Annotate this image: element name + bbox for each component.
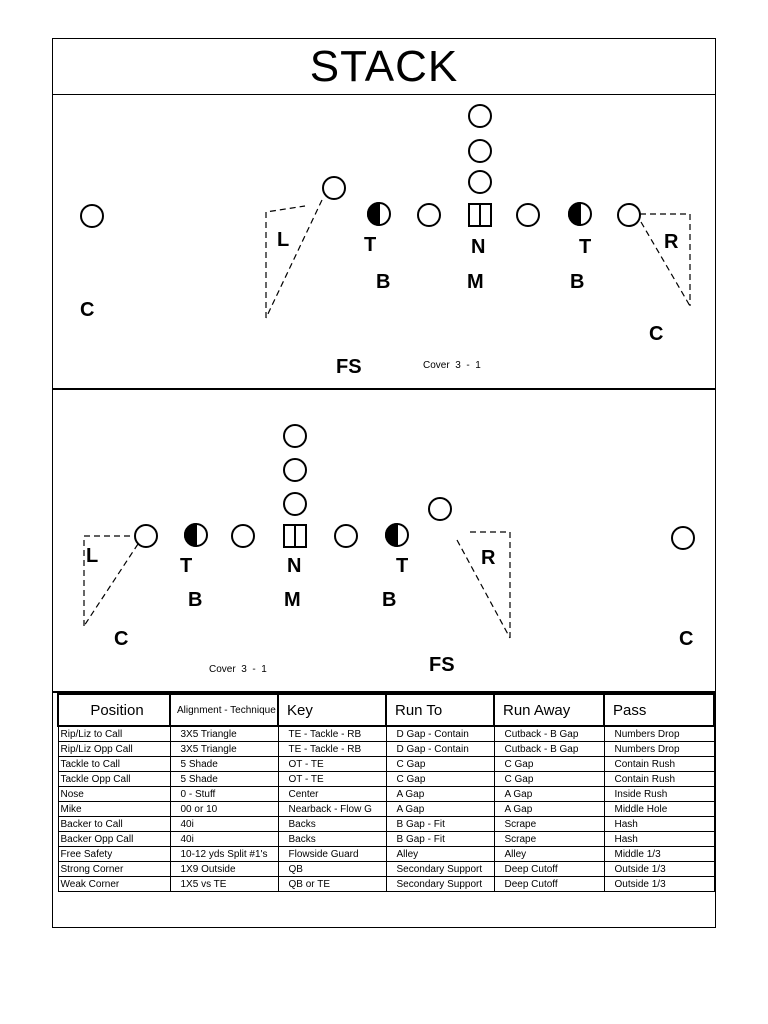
table-cell: Strong Corner xyxy=(58,862,170,877)
offense-player-icon xyxy=(672,527,694,549)
table-cell: B Gap - Fit xyxy=(386,832,494,847)
table-cell: 0 - Stuff xyxy=(170,787,278,802)
table-cell: 3X5 Triangle xyxy=(170,742,278,757)
offense-player-icon xyxy=(517,204,539,226)
table-cell: 1X9 Outside xyxy=(170,862,278,877)
table-cell: Contain Rush xyxy=(604,757,714,772)
table-cell: Alley xyxy=(494,847,604,862)
rip-liz-label: R xyxy=(481,547,496,569)
table-cell: TE - Tackle - RB xyxy=(278,726,386,742)
free-safety-label: FS xyxy=(336,356,362,378)
table-row xyxy=(58,832,714,847)
column-header: Position xyxy=(58,694,170,726)
backer-label: B xyxy=(188,589,203,611)
table-cell: 10-12 yds Split #1's xyxy=(170,847,278,862)
offense-player-icon xyxy=(618,204,640,226)
column-header: Alignment - Technique xyxy=(170,694,278,726)
column-header: Key xyxy=(278,694,386,726)
assignment-table-body xyxy=(58,694,714,892)
offense-player-icon xyxy=(429,498,451,520)
column-header: Run Away xyxy=(494,694,604,726)
offense-player-icon xyxy=(284,425,306,447)
table-cell: Weak Corner xyxy=(58,877,170,892)
tackle-label: T xyxy=(364,234,377,256)
table-cell: 3X5 Triangle xyxy=(170,726,278,742)
table-row xyxy=(58,787,714,802)
corner-label: C xyxy=(80,299,95,321)
table-row xyxy=(58,862,714,877)
table-cell: Deep Cutoff xyxy=(494,862,604,877)
table-cell: Contain Rush xyxy=(604,772,714,787)
backer-label: B xyxy=(570,271,585,293)
backer-label: B xyxy=(376,271,391,293)
table-row xyxy=(58,802,714,817)
table-cell: A Gap xyxy=(494,787,604,802)
table-cell: Numbers Drop xyxy=(604,726,714,742)
table-cell: Backs xyxy=(278,817,386,832)
table-cell: C Gap xyxy=(494,757,604,772)
table-cell: Outside 1/3 xyxy=(604,877,714,892)
table-cell: Backs xyxy=(278,832,386,847)
offense-player-icon xyxy=(469,105,491,127)
offense-player-icon xyxy=(469,171,491,193)
table-cell: Cutback - B Gap xyxy=(494,726,604,742)
corner-label: C xyxy=(649,323,664,345)
offense-player-icon xyxy=(135,525,157,547)
table-cell: Secondary Support xyxy=(386,862,494,877)
table-cell: Alley xyxy=(386,847,494,862)
column-header: Run To xyxy=(386,694,494,726)
offense-player-icon xyxy=(284,459,306,481)
table-row xyxy=(58,772,714,787)
table-cell: C Gap xyxy=(494,772,604,787)
table-cell: D Gap - Contain xyxy=(386,742,494,757)
table-cell: Cutback - B Gap xyxy=(494,742,604,757)
table-cell: 00 or 10 xyxy=(170,802,278,817)
table-cell: C Gap xyxy=(386,772,494,787)
table-cell: 5 Shade xyxy=(170,757,278,772)
page-title: STACK xyxy=(309,42,459,91)
backer-label: B xyxy=(382,589,397,611)
table-cell: QB xyxy=(278,862,386,877)
table-header-row xyxy=(58,694,714,726)
table-cell: B Gap - Fit xyxy=(386,817,494,832)
table-row xyxy=(58,817,714,832)
tackle-label: T xyxy=(579,236,592,258)
mike-label: M xyxy=(467,271,484,293)
table-row xyxy=(58,847,714,862)
coverage-label: Cover 3 - 1 xyxy=(209,664,267,675)
table-cell: Middle Hole xyxy=(604,802,714,817)
table-cell: OT - TE xyxy=(278,772,386,787)
table-cell: QB or TE xyxy=(278,877,386,892)
rip-liz-label: L xyxy=(86,545,99,567)
table-cell: Rip/Liz Opp Call xyxy=(58,742,170,757)
table-cell: C Gap xyxy=(386,757,494,772)
offense-player-icon xyxy=(284,493,306,515)
nose-label: N xyxy=(471,236,486,258)
table-row xyxy=(58,877,714,892)
offense-player-icon xyxy=(323,177,345,199)
table-cell: Backer Opp Call xyxy=(58,832,170,847)
tackle-label: T xyxy=(396,555,409,577)
table-cell: Middle 1/3 xyxy=(604,847,714,862)
table-cell: 40i xyxy=(170,817,278,832)
table-cell: Center xyxy=(278,787,386,802)
offense-player-icon xyxy=(418,204,440,226)
table-cell: Hash xyxy=(604,832,714,847)
table-cell: Flowside Guard xyxy=(278,847,386,862)
table-cell: Deep Cutoff xyxy=(494,877,604,892)
mike-label: M xyxy=(284,589,301,611)
table-row xyxy=(58,726,714,742)
table-row xyxy=(58,757,714,772)
table-cell: 40i xyxy=(170,832,278,847)
table-cell: OT - TE xyxy=(278,757,386,772)
table-cell: Secondary Support xyxy=(386,877,494,892)
table-cell: 1X5 vs TE xyxy=(170,877,278,892)
table-cell: A Gap xyxy=(386,802,494,817)
table-cell: Scrape xyxy=(494,817,604,832)
table-cell: D Gap - Contain xyxy=(386,726,494,742)
offense-player-icon xyxy=(335,525,357,547)
table-cell: A Gap xyxy=(494,802,604,817)
offense-player-icon xyxy=(81,205,103,227)
table-cell: Free Safety xyxy=(58,847,170,862)
corner-label: C xyxy=(679,628,694,650)
table-cell: Numbers Drop xyxy=(604,742,714,757)
offense-player-icon xyxy=(232,525,254,547)
assignment-table xyxy=(57,693,713,892)
rip-liz-label: R xyxy=(664,231,679,253)
table-cell: TE - Tackle - RB xyxy=(278,742,386,757)
table-cell: Scrape xyxy=(494,832,604,847)
table-cell: Hash xyxy=(604,817,714,832)
table-cell: Tackle to Call xyxy=(58,757,170,772)
free-safety-label: FS xyxy=(429,654,455,676)
table-cell: 5 Shade xyxy=(170,772,278,787)
table-cell: Mike xyxy=(58,802,170,817)
rip-liz-label: L xyxy=(277,229,290,251)
table-cell: Inside Rush xyxy=(604,787,714,802)
coverage-label: Cover 3 - 1 xyxy=(423,360,481,371)
table-cell: Backer to Call xyxy=(58,817,170,832)
table-cell: Outside 1/3 xyxy=(604,862,714,877)
table-row xyxy=(58,742,714,757)
table-cell: Tackle Opp Call xyxy=(58,772,170,787)
nose-label: N xyxy=(287,555,302,577)
offense-player-icon xyxy=(469,140,491,162)
tackle-label: T xyxy=(180,555,193,577)
table-cell: A Gap xyxy=(386,787,494,802)
table-cell: Rip/Liz to Call xyxy=(58,726,170,742)
corner-label: C xyxy=(114,628,129,650)
column-header: Pass xyxy=(604,694,714,726)
table-cell: Nose xyxy=(58,787,170,802)
table-cell: Nearback - Flow G xyxy=(278,802,386,817)
